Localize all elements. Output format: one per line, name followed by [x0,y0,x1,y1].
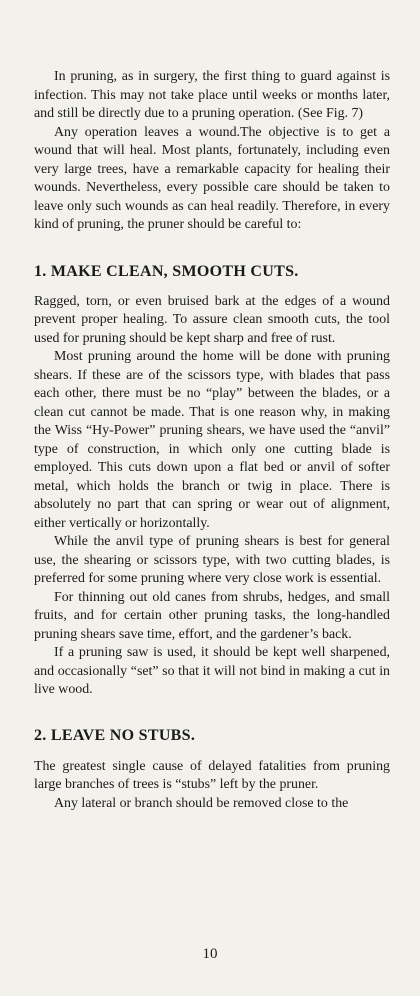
section-1-paragraph-2: Most pruning around the home will be done with pruning shears. If these are of the scissors type, with blades that pass each other, there must be no “play” between the blades, or a clean cut cannot be made. That is one reason why, in making the Wiss “Hy-Power” pruning shears, we have used the “anvil” type of construction, in which only one cutting blade is employed. This cuts down upon a flat bed or anvil of softer metal, which holds the branch or twig in place. There is absolutely no part that can spring or wear out of alignment, either vertically or horizontally. [34,349,390,531]
section-1-heading: 1. MAKE CLEAN, SMOOTH CUTS. [34,262,299,280]
intro-paragraph-2: Any operation leaves a wound.The objective is to get a wound that will heal. Most plants, fortunately, including even very large trees, have a remarkable capacity for healing their wounds. Nevertheless, every possible care should be taken to leave only such wounds as can heal readily. Therefore, in every kind of pruning, the pruner should be careful to: [34,124,390,232]
section-1-paragraph-3: While the anvil type of pruning shears is best for general use, the shearing or scissors type, with two cutting blades, is preferred for some pruning where very close work is essential. [34,534,390,586]
section-2-paragraph-2: Any lateral or branch should be removed close to the [54,795,349,811]
section-2-paragraph-1: The greatest single cause of delayed fatalities from pruning large branches of trees is “stubs” left by the pruner. [34,758,390,792]
section-1-paragraph-4: For thinning out old canes from shrubs, hedges, and small fruits, and for certain other pruning tasks, the long-handled pruning shears save time, effort, and the gardener’s back. [34,589,390,642]
section-2-heading: 2. LEAVE NO STUBS. [34,726,196,744]
intro-paragraph-1: In pruning, as in surgery, the first thing to guard against is infection. This may not take place until weeks or months later, and still be directly due to a pruning operation. (See Fig. 7) [34,69,390,121]
page-number: 10 [202,946,218,962]
section-1-paragraph-5: If a pruning saw is used, it should be kept well sharpened, and occasionally “set” so that it will not bind in making a cut in live wood. [34,645,390,697]
text-column [34,68,390,813]
section-1-paragraph-1: Ragged, torn, or even bruised bark at the edges of a wound prevent proper healing. To assure clean smooth cuts, the tool used for pruning should be kept sharp and free of rust. [34,293,390,346]
